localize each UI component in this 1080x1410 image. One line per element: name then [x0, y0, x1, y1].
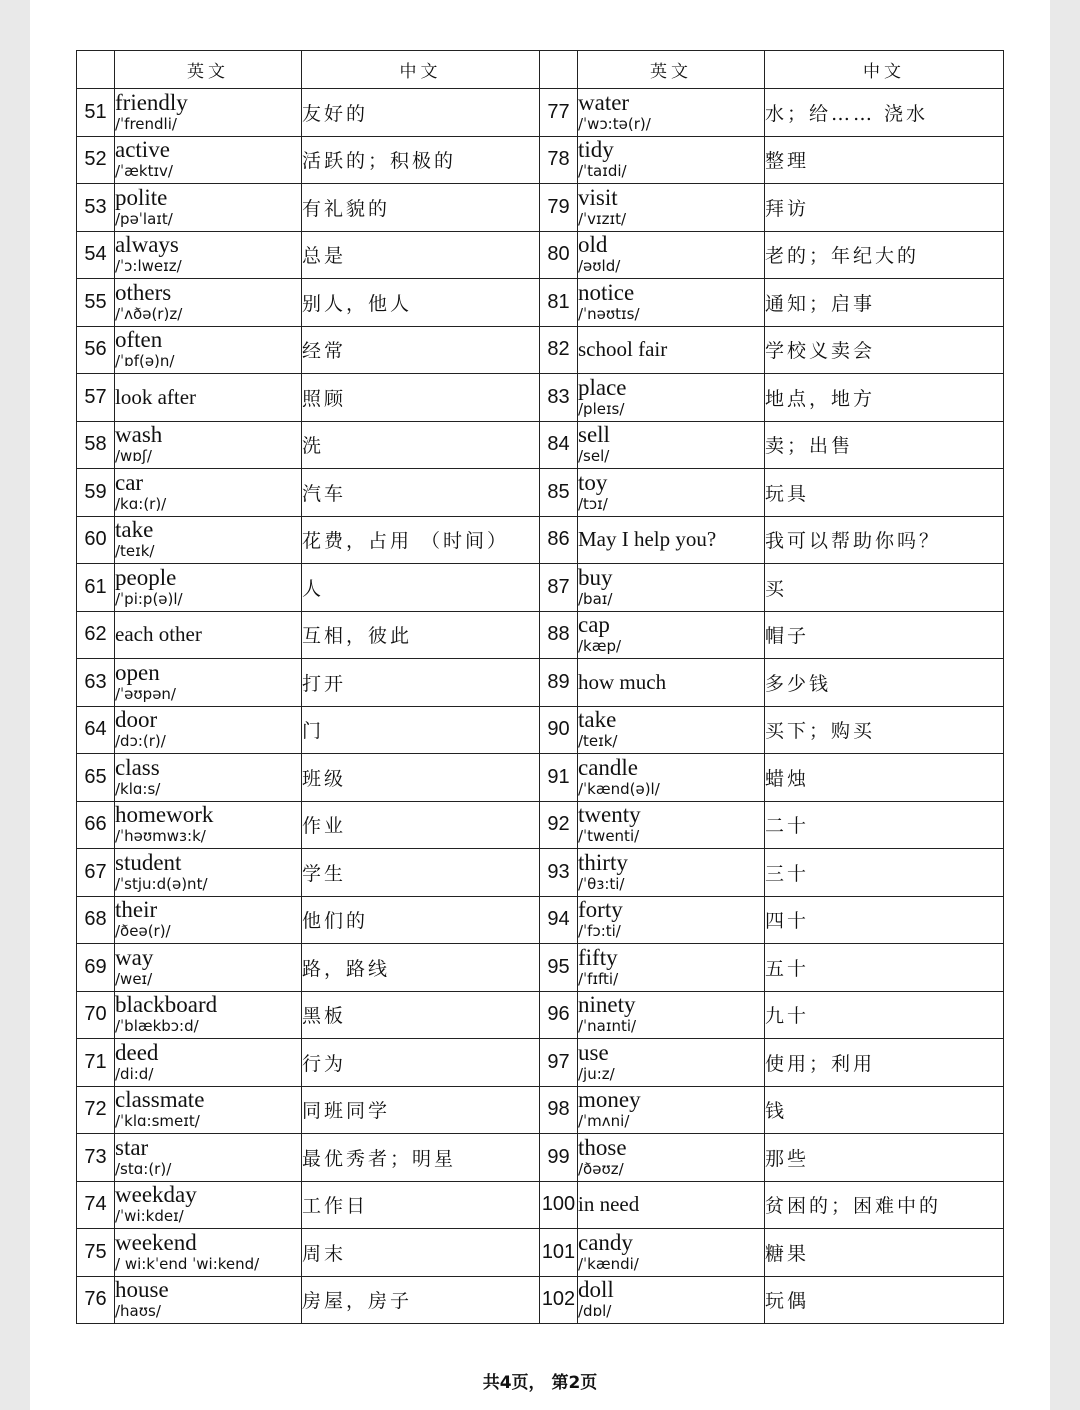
phonetic: /klɑ:s/: [115, 779, 161, 798]
chinese-meaning: 买下；购买: [765, 706, 1004, 754]
english-word: classmate: [115, 1087, 205, 1113]
header-chinese-right: 中文: [765, 51, 1004, 89]
table-row: [77, 849, 1004, 897]
english-cell: [578, 89, 765, 137]
english-cell: [115, 516, 302, 564]
chinese-meaning: 多少钱: [765, 659, 1004, 707]
chinese-meaning: 通知；启事: [765, 279, 1004, 327]
phonetic: /ˈhəʊmwɜ:k/: [115, 827, 206, 846]
english-word: their: [115, 897, 158, 923]
english-word: polite: [115, 184, 168, 210]
phonetic: /ju:z/: [578, 1064, 615, 1083]
table-row: [77, 421, 1004, 469]
phonetic: /dɔ:(r)/: [115, 732, 166, 751]
chinese-meaning: 互相，彼此: [302, 611, 540, 659]
english-phrase: how much: [578, 669, 667, 694]
english-word: blackboard: [115, 992, 218, 1018]
entry-number: 58: [77, 421, 115, 469]
english-word: always: [115, 232, 179, 258]
header-chinese-left: 中文: [302, 51, 540, 89]
entry-number: 99: [540, 1134, 578, 1182]
chinese-meaning: 总是: [302, 231, 540, 279]
table-row: [77, 279, 1004, 327]
entry-number: 64: [77, 706, 115, 754]
vocabulary-table: [76, 50, 1004, 1324]
chinese-meaning: 房屋，房子: [302, 1276, 540, 1324]
table-row: [77, 1276, 1004, 1324]
english-word: candle: [578, 754, 639, 780]
english-cell: [578, 326, 765, 374]
chinese-meaning: 门: [302, 706, 540, 754]
table-row: [77, 611, 1004, 659]
english-cell: [578, 849, 765, 897]
chinese-meaning: 卖；出售: [765, 421, 1004, 469]
english-word: notice: [578, 279, 635, 305]
entry-number: 92: [540, 801, 578, 849]
chinese-meaning: 打开: [302, 659, 540, 707]
phonetic: /ˈtwenti/: [578, 827, 640, 846]
table-row: [77, 801, 1004, 849]
english-cell: [578, 706, 765, 754]
english-word: class: [115, 754, 160, 780]
table-row: [77, 564, 1004, 612]
english-cell: [578, 1039, 765, 1087]
entry-number: 59: [77, 469, 115, 517]
table-row: [77, 896, 1004, 944]
entry-number: 90: [540, 706, 578, 754]
entry-number: 73: [77, 1134, 115, 1182]
english-word: house: [115, 1277, 169, 1303]
chinese-meaning: 学校义卖会: [765, 326, 1004, 374]
entry-number: 75: [77, 1229, 115, 1277]
entry-number: 60: [77, 516, 115, 564]
entry-number: 98: [540, 1086, 578, 1134]
chinese-meaning: 最优秀者；明星: [302, 1134, 540, 1182]
entry-number: 82: [540, 326, 578, 374]
english-word: weekend: [115, 1229, 197, 1255]
phonetic: /ˈklɑ:smeɪt/: [115, 1112, 200, 1131]
chinese-meaning: 经常: [302, 326, 540, 374]
phonetic: /ˈstju:d(ə)nt/: [115, 874, 208, 893]
entry-number: 88: [540, 611, 578, 659]
entry-number: 70: [77, 991, 115, 1039]
phonetic: /ˈʌðə(r)z/: [115, 304, 183, 323]
table-row: [77, 944, 1004, 992]
entry-number: 57: [77, 374, 115, 422]
entry-number: 62: [77, 611, 115, 659]
english-word: star: [115, 1134, 149, 1160]
entry-number: 53: [77, 184, 115, 232]
entry-number: 78: [540, 136, 578, 184]
phonetic: /pəˈlaɪt/: [115, 209, 173, 228]
chinese-meaning: 地点，地方: [765, 374, 1004, 422]
english-cell: [578, 611, 765, 659]
entry-number: 86: [540, 516, 578, 564]
phonetic: /ˈɒf(ə)n/: [115, 352, 175, 371]
phonetic: /ˈfɪfti/: [578, 969, 619, 988]
english-cell: [578, 944, 765, 992]
english-word: open: [115, 659, 160, 685]
english-cell: [115, 1181, 302, 1229]
phonetic: /əʊld/: [578, 257, 621, 276]
phonetic: /ˈwɔ:tə(r)/: [578, 114, 651, 133]
english-cell: [115, 801, 302, 849]
chinese-meaning: 有礼貌的: [302, 184, 540, 232]
entry-number: 81: [540, 279, 578, 327]
phonetic: /ˈtaɪdi/: [578, 162, 627, 181]
english-cell: [115, 1134, 302, 1182]
english-cell: [115, 184, 302, 232]
chinese-meaning: 同班同学: [302, 1086, 540, 1134]
chinese-meaning: 使用；利用: [765, 1039, 1004, 1087]
phonetic: /ˈfrendli/: [115, 114, 177, 133]
entry-number: 61: [77, 564, 115, 612]
phonetic: /stɑ:(r)/: [115, 1159, 172, 1178]
phonetic: / wi:kˈend ˈwi:kend/: [115, 1254, 260, 1273]
chinese-meaning: 老的；年纪大的: [765, 231, 1004, 279]
english-word: student: [115, 849, 182, 875]
phonetic: /ˈkænd(ə)l/: [578, 779, 660, 798]
chinese-meaning: 贫困的；困难中的: [765, 1181, 1004, 1229]
entry-number: 84: [540, 421, 578, 469]
header-english-right: 英文: [578, 51, 765, 89]
entry-number: 101: [540, 1229, 578, 1277]
table-row: [77, 231, 1004, 279]
english-word: friendly: [115, 89, 188, 115]
chinese-meaning: 工作日: [302, 1181, 540, 1229]
english-cell: [115, 421, 302, 469]
entry-number: 85: [540, 469, 578, 517]
phonetic: /kæp/: [578, 637, 622, 656]
chinese-meaning: 那些: [765, 1134, 1004, 1182]
english-cell: [115, 231, 302, 279]
english-cell: [578, 564, 765, 612]
entry-number: 91: [540, 754, 578, 802]
english-word: way: [115, 944, 154, 970]
phonetic: /ˈpi:p(ə)l/: [115, 589, 183, 608]
english-cell: [578, 1181, 765, 1229]
table-header-row: [77, 51, 1004, 89]
english-word: those: [578, 1134, 627, 1160]
phonetic: /ˈɔ:lweɪz/: [115, 257, 182, 276]
entry-number: 66: [77, 801, 115, 849]
chinese-meaning: 钱: [765, 1086, 1004, 1134]
chinese-meaning: 三十: [765, 849, 1004, 897]
entry-number: 74: [77, 1181, 115, 1229]
english-word: fifty: [578, 944, 618, 970]
chinese-meaning: 路，路线: [302, 944, 540, 992]
english-cell: [115, 1229, 302, 1277]
entry-number: 102: [540, 1276, 578, 1324]
chinese-meaning: 整理: [765, 136, 1004, 184]
english-word: twenty: [578, 802, 641, 828]
table-row: [77, 659, 1004, 707]
english-word: thirty: [578, 849, 628, 875]
chinese-meaning: 玩具: [765, 469, 1004, 517]
english-word: place: [578, 374, 627, 400]
chinese-meaning: 汽车: [302, 469, 540, 517]
english-phrase: each other: [115, 622, 202, 647]
table-row: [77, 374, 1004, 422]
entry-number: 77: [540, 89, 578, 137]
english-phrase: in need: [578, 1192, 640, 1217]
table-row: [77, 706, 1004, 754]
phonetic: /ˈkændi/: [578, 1254, 639, 1273]
english-word: door: [115, 707, 158, 733]
phonetic: /ˈwi:kdeɪ/: [115, 1207, 184, 1226]
table-row: [77, 89, 1004, 137]
table-row: [77, 1039, 1004, 1087]
english-cell: [115, 374, 302, 422]
chinese-meaning: 周末: [302, 1229, 540, 1277]
chinese-meaning: 四十: [765, 896, 1004, 944]
chinese-meaning: 洗: [302, 421, 540, 469]
entry-number: 93: [540, 849, 578, 897]
table-row: [77, 326, 1004, 374]
english-word: ninety: [578, 992, 636, 1018]
phonetic: /teɪk/: [578, 732, 618, 751]
english-word: doll: [578, 1277, 614, 1303]
english-cell: [115, 659, 302, 707]
entry-number: 71: [77, 1039, 115, 1087]
table-row: [77, 1229, 1004, 1277]
entry-number: 100: [540, 1181, 578, 1229]
english-cell: [578, 991, 765, 1039]
entry-number: 65: [77, 754, 115, 802]
chinese-meaning: 照顾: [302, 374, 540, 422]
english-cell: [115, 706, 302, 754]
entry-number: 80: [540, 231, 578, 279]
english-word: take: [578, 707, 617, 733]
english-word: car: [115, 469, 144, 495]
table-row: [77, 136, 1004, 184]
table-row: [77, 469, 1004, 517]
phonetic: /ðeə(r)/: [115, 922, 171, 941]
english-cell: [115, 611, 302, 659]
english-phrase: school fair: [578, 337, 668, 362]
english-word: often: [115, 327, 163, 353]
english-cell: [115, 1086, 302, 1134]
phonetic: /ˈnaɪnti/: [578, 1017, 637, 1036]
chinese-meaning: 帽子: [765, 611, 1004, 659]
phonetic: /ˈmʌni/: [578, 1112, 630, 1131]
english-word: sell: [578, 422, 610, 448]
entry-number: 72: [77, 1086, 115, 1134]
english-cell: [578, 184, 765, 232]
english-cell: [578, 896, 765, 944]
english-cell: [115, 136, 302, 184]
english-word: visit: [578, 184, 618, 210]
english-cell: [115, 1039, 302, 1087]
entry-number: 97: [540, 1039, 578, 1087]
english-cell: [115, 944, 302, 992]
chinese-meaning: 花费，占用 （时间）: [302, 516, 540, 564]
entry-number: 95: [540, 944, 578, 992]
phonetic: /ˈnəʊtɪs/: [578, 304, 640, 323]
phonetic: /haʊs/: [115, 1302, 161, 1321]
english-word: tidy: [578, 137, 614, 163]
phonetic: /ˈvɪzɪt/: [578, 209, 627, 228]
english-cell: [115, 564, 302, 612]
phonetic: /sel/: [578, 447, 610, 466]
english-word: others: [115, 279, 172, 305]
header-english-left: 英文: [115, 51, 302, 89]
chinese-meaning: 他们的: [302, 896, 540, 944]
english-cell: [578, 516, 765, 564]
entry-number: 51: [77, 89, 115, 137]
chinese-meaning: 拜访: [765, 184, 1004, 232]
english-phrase: look after: [115, 384, 197, 409]
phonetic: /weɪ/: [115, 969, 153, 988]
phonetic: /ðəʊz/: [578, 1159, 624, 1178]
chinese-meaning: 九十: [765, 991, 1004, 1039]
english-cell: [578, 754, 765, 802]
phonetic: /baɪ/: [578, 589, 613, 608]
chinese-meaning: 蜡烛: [765, 754, 1004, 802]
entry-number: 69: [77, 944, 115, 992]
english-cell: [578, 136, 765, 184]
english-word: use: [578, 1039, 609, 1065]
table-row: [77, 991, 1004, 1039]
entry-number: 89: [540, 659, 578, 707]
phonetic: /wɒʃ/: [115, 447, 152, 466]
english-cell: [578, 231, 765, 279]
phonetic: /ˈəʊpən/: [115, 684, 176, 703]
english-phrase: May I help you?: [578, 527, 717, 552]
english-cell: [578, 469, 765, 517]
header-number-right: [540, 51, 578, 89]
english-word: active: [115, 137, 170, 163]
entry-number: 63: [77, 659, 115, 707]
english-cell: [578, 374, 765, 422]
english-cell: [115, 1276, 302, 1324]
chinese-meaning: 别人，他人: [302, 279, 540, 327]
english-word: deed: [115, 1039, 159, 1065]
chinese-meaning: 活跃的；积极的: [302, 136, 540, 184]
english-cell: [578, 1229, 765, 1277]
phonetic: /tɔɪ/: [578, 494, 608, 513]
chinese-meaning: 黑板: [302, 991, 540, 1039]
english-word: cap: [578, 612, 610, 638]
english-word: money: [578, 1087, 641, 1113]
chinese-meaning: 五十: [765, 944, 1004, 992]
entry-number: 83: [540, 374, 578, 422]
english-word: old: [578, 232, 608, 258]
english-word: candy: [578, 1229, 633, 1255]
phonetic: /ˈθɜ:ti/: [578, 874, 625, 893]
english-cell: [578, 1134, 765, 1182]
phonetic: /pleɪs/: [578, 399, 625, 418]
chinese-meaning: 人: [302, 564, 540, 612]
english-cell: [578, 279, 765, 327]
table-row: [77, 1086, 1004, 1134]
entry-number: 52: [77, 136, 115, 184]
english-word: buy: [578, 564, 613, 590]
chinese-meaning: 行为: [302, 1039, 540, 1087]
entry-number: 96: [540, 991, 578, 1039]
chinese-meaning: 班级: [302, 754, 540, 802]
chinese-meaning: 糖果: [765, 1229, 1004, 1277]
entry-number: 68: [77, 896, 115, 944]
english-cell: [115, 754, 302, 802]
phonetic: /ˈfɔ:ti/: [578, 922, 621, 941]
table-row: [77, 1134, 1004, 1182]
english-cell: [578, 421, 765, 469]
english-cell: [115, 849, 302, 897]
page-footer: 共4页， 第2页: [482, 1373, 598, 1393]
english-cell: [115, 896, 302, 944]
phonetic: /dɒl/: [578, 1302, 612, 1321]
english-cell: [115, 279, 302, 327]
entry-number: 54: [77, 231, 115, 279]
entry-number: 87: [540, 564, 578, 612]
english-cell: [115, 991, 302, 1039]
phonetic: /di:d/: [115, 1064, 154, 1083]
chinese-meaning: 水；给…… 浇水: [765, 89, 1004, 137]
entry-number: 55: [77, 279, 115, 327]
phonetic: /ˈblækbɔ:d/: [115, 1017, 199, 1036]
chinese-meaning: 买: [765, 564, 1004, 612]
english-word: toy: [578, 469, 608, 495]
phonetic: /ˈæktɪv/: [115, 162, 173, 181]
english-word: wash: [115, 422, 163, 448]
english-cell: [578, 1086, 765, 1134]
english-word: weekday: [115, 1182, 197, 1208]
phonetic: /teɪk/: [115, 542, 155, 561]
chinese-meaning: 玩偶: [765, 1276, 1004, 1324]
chinese-meaning: 我可以帮助你吗？: [765, 516, 1004, 564]
chinese-meaning: 学生: [302, 849, 540, 897]
chinese-meaning: 二十: [765, 801, 1004, 849]
english-word: people: [115, 564, 177, 590]
entry-number: 67: [77, 849, 115, 897]
english-cell: [578, 801, 765, 849]
phonetic: /kɑ:(r)/: [115, 494, 167, 513]
table-row: [77, 1181, 1004, 1229]
entry-number: 56: [77, 326, 115, 374]
english-cell: [115, 326, 302, 374]
english-cell: [115, 469, 302, 517]
table-row: [77, 754, 1004, 802]
english-cell: [115, 89, 302, 137]
entry-number: 76: [77, 1276, 115, 1324]
entry-number: 94: [540, 896, 578, 944]
english-word: homework: [115, 802, 214, 828]
document-page: [30, 0, 1050, 1410]
english-cell: [578, 1276, 765, 1324]
english-word: forty: [578, 897, 623, 923]
english-word: take: [115, 517, 154, 543]
entry-number: 79: [540, 184, 578, 232]
chinese-meaning: 作业: [302, 801, 540, 849]
table-row: [77, 184, 1004, 232]
header-number-left: [77, 51, 115, 89]
english-cell: [578, 659, 765, 707]
table-row: [77, 516, 1004, 564]
english-word: water: [578, 89, 630, 115]
chinese-meaning: 友好的: [302, 89, 540, 137]
